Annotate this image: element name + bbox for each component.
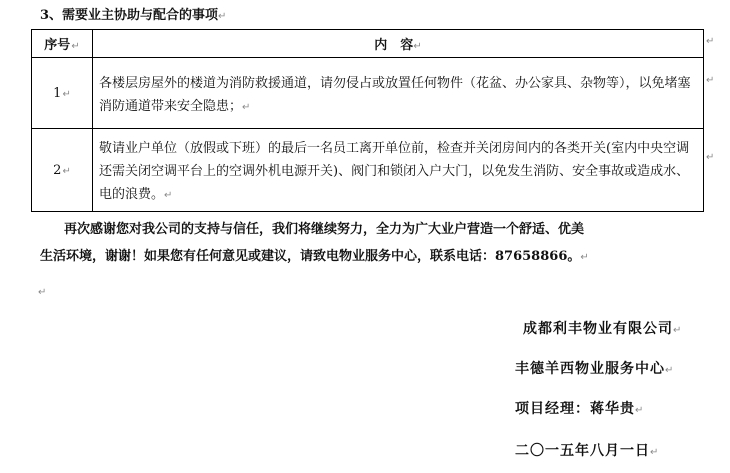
- paragraph-mark-icon: ↵: [635, 405, 645, 416]
- cell-mark-icon: ↵: [413, 41, 422, 52]
- paragraph-mark-icon: ↵: [665, 365, 675, 376]
- row-number: 1↵: [32, 58, 93, 129]
- closing-paragraph: 再次感谢您对我公司的支持与信任，我们将继续努力，全力为广大业户营造一个舒适、优美 生活环境，谢谢！如果您有任何意见或建议，请致电物业服务中心，联系电话：87658866。↵: [40, 222, 589, 264]
- table-header-row: [32, 30, 704, 58]
- row-content: 各楼层房屋外的楼道为消防救援通道，请勿侵占或放置任何物件（花盆、办公家具、杂物等），以免堵塞消防通道带来安全隐患；↵: [93, 58, 704, 129]
- header-content: 内 容↵: [93, 30, 704, 58]
- requirements-table: [31, 29, 704, 212]
- paragraph-mark-icon: ↵: [673, 325, 683, 336]
- row-end-mark-icon: ↵: [706, 36, 715, 47]
- cell-mark-icon: ↵: [71, 41, 80, 52]
- cell-mark-icon: ↵: [242, 101, 251, 113]
- signature-date: 二〇一五年八月一日↵: [515, 443, 660, 459]
- empty-paragraph-mark-icon: ↵: [38, 287, 47, 298]
- cell-mark-icon: ↵: [164, 190, 173, 201]
- cell-mark-icon: ↵: [62, 165, 71, 177]
- signature-center: 丰德羊西物业服务中心↵: [515, 361, 675, 377]
- row-number: 2↵: [32, 129, 93, 212]
- cell-mark-icon: ↵: [62, 88, 71, 100]
- row-end-mark-icon: ↵: [706, 152, 715, 163]
- paragraph-mark-icon: ↵: [650, 447, 660, 458]
- table-row: [32, 58, 704, 129]
- paragraph-mark-icon: ↵: [218, 11, 227, 22]
- row-end-mark-icon: ↵: [706, 75, 715, 86]
- signature-company: 成都利丰物业有限公司↵: [523, 321, 683, 337]
- table-row: [32, 129, 704, 212]
- paragraph-mark-icon: ↵: [580, 252, 589, 263]
- section-heading: 3、需要业主协助与配合的事项↵: [40, 8, 227, 23]
- row-content: 敬请业户单位（放假或下班）的最后一名员工离开单位前，检查并关闭房间内的各类开关(室内中央空调还需关闭空调平台上的空调外机电源开关)、阀门和锁闭入户大门，以免发生消防、安全事故或造成水、电的浪费。↵: [93, 129, 704, 212]
- header-no: 序号↵: [32, 30, 93, 58]
- signature-manager: 项目经理：蒋华贵↵: [515, 401, 645, 417]
